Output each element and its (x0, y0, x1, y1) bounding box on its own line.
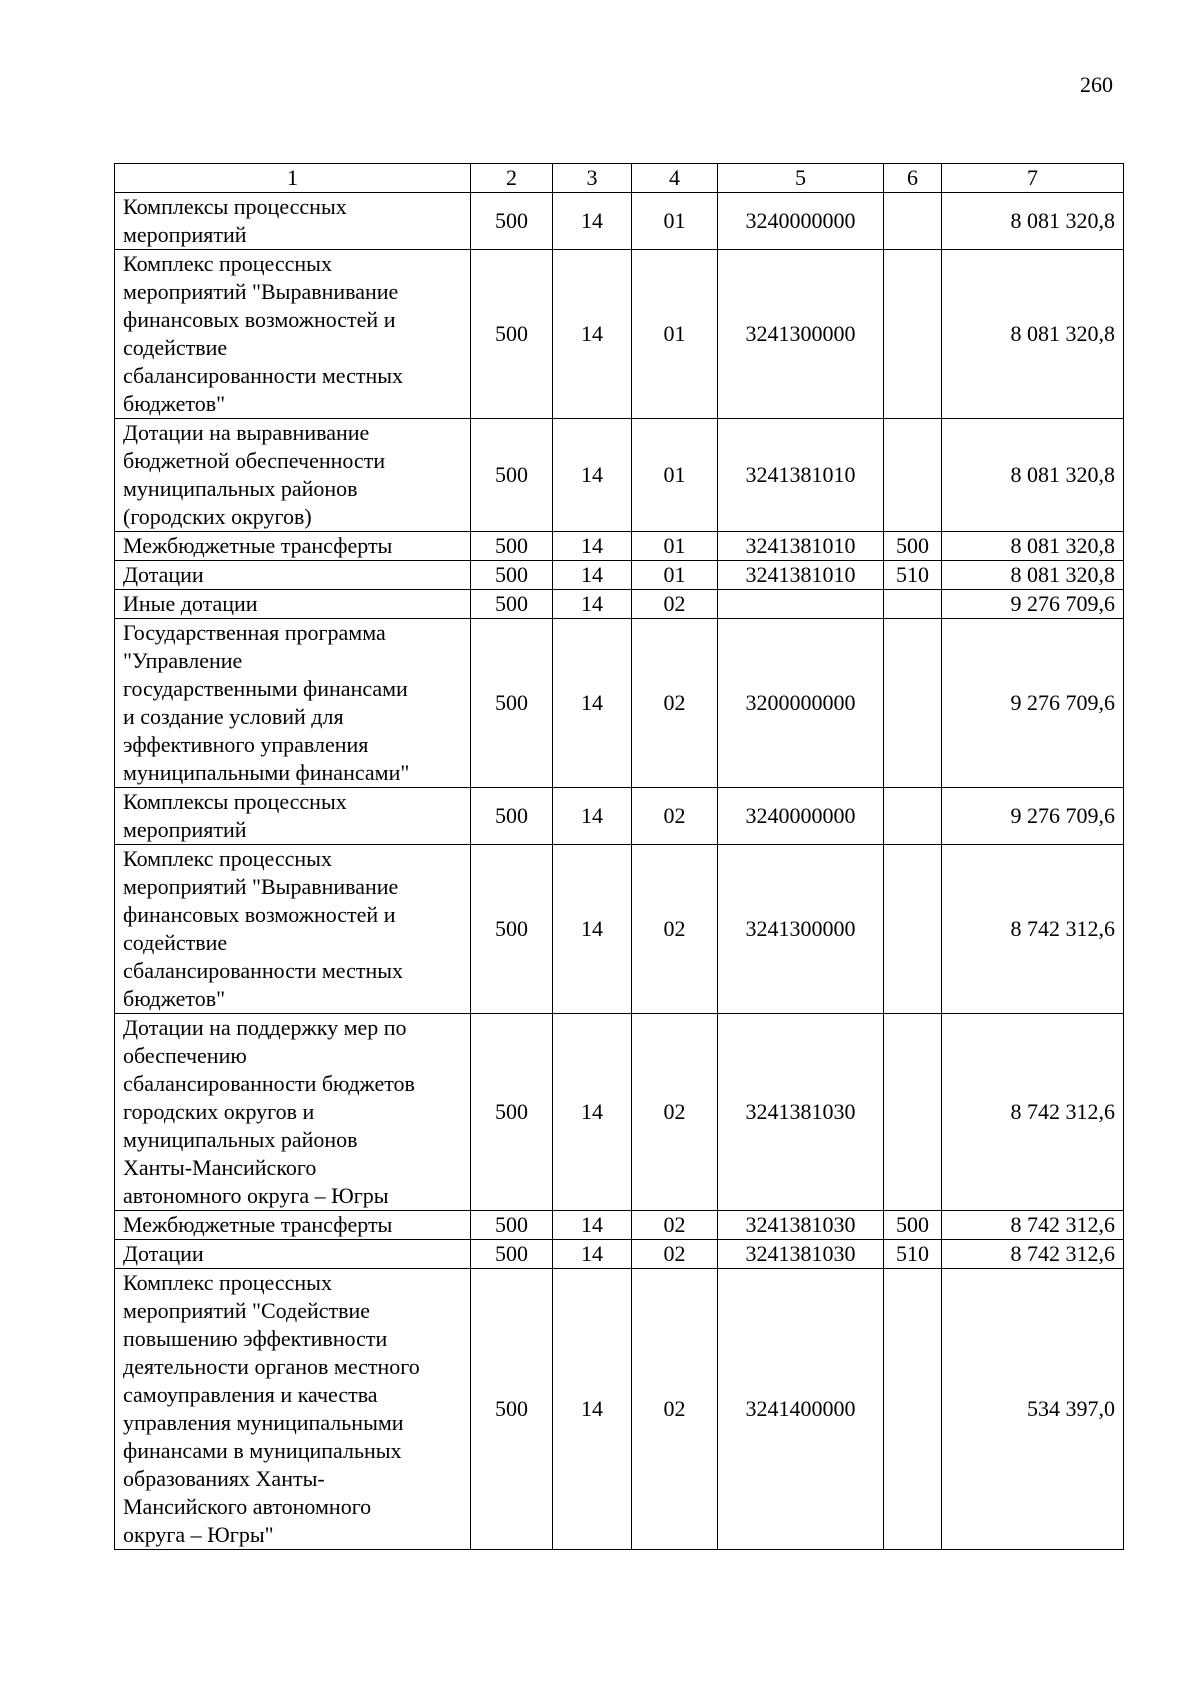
row-name: Дотации на поддержку мер по обеспечению сбалансированности бюджетов городских округов и муниципальных районов Ханты-Мансийского автономного округа – Югры (115, 1014, 471, 1211)
cell-col-3: 14 (553, 1211, 632, 1240)
table-row (115, 193, 1124, 250)
cell-col-7: 8 081 320,8 (942, 250, 1124, 419)
cell-col-5: 3241381010 (718, 532, 884, 561)
row-name: Комплексы процессных мероприятий (115, 788, 471, 845)
cell-col-6: 510 (884, 561, 942, 590)
cell-col-7: 9 276 709,6 (942, 619, 1124, 788)
cell-col-7: 8 081 320,8 (942, 193, 1124, 250)
cell-col-5: 3241400000 (718, 1269, 884, 1550)
cell-col-5: 3200000000 (718, 619, 884, 788)
cell-col-4: 02 (632, 590, 718, 619)
cell-col-2: 500 (471, 419, 553, 532)
cell-col-5: 3241381010 (718, 419, 884, 532)
column-header-5: 5 (718, 164, 884, 193)
cell-col-6 (884, 1014, 942, 1211)
cell-col-3: 14 (553, 250, 632, 419)
cell-col-4: 01 (632, 419, 718, 532)
cell-col-7: 8 742 312,6 (942, 1211, 1124, 1240)
cell-col-5: 3241381030 (718, 1014, 884, 1211)
cell-col-2: 500 (471, 250, 553, 419)
cell-col-3: 14 (553, 788, 632, 845)
cell-col-2: 500 (471, 1211, 553, 1240)
cell-col-2: 500 (471, 1269, 553, 1550)
table-row (115, 1240, 1124, 1269)
column-header-2: 2 (471, 164, 553, 193)
cell-col-2: 500 (471, 619, 553, 788)
cell-col-4: 01 (632, 250, 718, 419)
row-name: Дотации на выравнивание бюджетной обеспеченности муниципальных районов (городских округов) (115, 419, 471, 532)
cell-col-4: 02 (632, 788, 718, 845)
cell-col-3: 14 (553, 619, 632, 788)
table-row (115, 532, 1124, 561)
cell-col-2: 500 (471, 590, 553, 619)
table-row (115, 788, 1124, 845)
column-header-3: 3 (553, 164, 632, 193)
cell-col-7: 9 276 709,6 (942, 788, 1124, 845)
cell-col-3: 14 (553, 845, 632, 1014)
cell-col-4: 01 (632, 561, 718, 590)
cell-col-5 (718, 590, 884, 619)
cell-col-3: 14 (553, 561, 632, 590)
cell-col-6 (884, 250, 942, 419)
cell-col-6: 500 (884, 1211, 942, 1240)
cell-col-7: 8 081 320,8 (942, 561, 1124, 590)
cell-col-3: 14 (553, 532, 632, 561)
cell-col-6 (884, 619, 942, 788)
header-row (115, 164, 1124, 193)
column-header-4: 4 (632, 164, 718, 193)
cell-col-6 (884, 419, 942, 532)
row-name: Дотации (115, 1240, 471, 1269)
cell-col-6 (884, 788, 942, 845)
row-name: Межбюджетные трансферты (115, 1211, 471, 1240)
cell-col-4: 02 (632, 1211, 718, 1240)
cell-col-4: 01 (632, 532, 718, 561)
table-row (115, 1269, 1124, 1550)
row-name: Иные дотации (115, 590, 471, 619)
table-row (115, 590, 1124, 619)
cell-col-7: 8 742 312,6 (942, 1014, 1124, 1211)
cell-col-2: 500 (471, 1014, 553, 1211)
cell-col-7: 8 081 320,8 (942, 419, 1124, 532)
cell-col-6 (884, 845, 942, 1014)
cell-col-3: 14 (553, 419, 632, 532)
cell-col-3: 14 (553, 1269, 632, 1550)
table-row (115, 250, 1124, 419)
cell-col-3: 14 (553, 1240, 632, 1269)
row-name: Комплекс процессных мероприятий "Выравнивание финансовых возможностей и содействие сбалансированности местных бюджетов" (115, 845, 471, 1014)
column-header-1: 1 (115, 164, 471, 193)
row-name: Государственная программа "Управление государственными финансами и создание условий для эффективного управления муниципальными финансами" (115, 619, 471, 788)
cell-col-5: 3241381010 (718, 561, 884, 590)
cell-col-2: 500 (471, 788, 553, 845)
cell-col-7: 534 397,0 (942, 1269, 1124, 1550)
cell-col-7: 8 742 312,6 (942, 845, 1124, 1014)
row-name: Комплексы процессных мероприятий (115, 193, 471, 250)
cell-col-6 (884, 590, 942, 619)
row-name: Дотации (115, 561, 471, 590)
column-header-7: 7 (942, 164, 1124, 193)
cell-col-4: 02 (632, 619, 718, 788)
page-number: 260 (1080, 72, 1113, 97)
column-header-6: 6 (884, 164, 942, 193)
table-row (115, 619, 1124, 788)
cell-col-6 (884, 1269, 942, 1550)
cell-col-2: 500 (471, 532, 553, 561)
cell-col-4: 02 (632, 1014, 718, 1211)
cell-col-4: 02 (632, 1240, 718, 1269)
row-name: Межбюджетные трансферты (115, 532, 471, 561)
cell-col-7: 8 742 312,6 (942, 1240, 1124, 1269)
budget-table (114, 163, 1124, 1550)
cell-col-7: 8 081 320,8 (942, 532, 1124, 561)
table-row (115, 419, 1124, 532)
cell-col-2: 500 (471, 845, 553, 1014)
cell-col-3: 14 (553, 1014, 632, 1211)
cell-col-6 (884, 193, 942, 250)
cell-col-5: 3240000000 (718, 788, 884, 845)
table-row (115, 1211, 1124, 1240)
cell-col-2: 500 (471, 193, 553, 250)
cell-col-3: 14 (553, 590, 632, 619)
cell-col-2: 500 (471, 561, 553, 590)
cell-col-4: 02 (632, 1269, 718, 1550)
table-row (115, 561, 1124, 590)
cell-col-7: 9 276 709,6 (942, 590, 1124, 619)
cell-col-5: 3241300000 (718, 845, 884, 1014)
cell-col-4: 02 (632, 845, 718, 1014)
row-name: Комплекс процессных мероприятий "Содействие повышению эффективности деятельности органов местного самоуправления и качества управления муниципальными финансами в муниципальных образованиях Ханты- Мансийского автономного округа – Югры" (115, 1269, 471, 1550)
table-row (115, 845, 1124, 1014)
cell-col-2: 500 (471, 1240, 553, 1269)
cell-col-5: 3241381030 (718, 1211, 884, 1240)
cell-col-5: 3241300000 (718, 250, 884, 419)
cell-col-3: 14 (553, 193, 632, 250)
cell-col-6: 500 (884, 532, 942, 561)
cell-col-5: 3241381030 (718, 1240, 884, 1269)
table-row (115, 1014, 1124, 1211)
cell-col-6: 510 (884, 1240, 942, 1269)
cell-col-4: 01 (632, 193, 718, 250)
cell-col-5: 3240000000 (718, 193, 884, 250)
row-name: Комплекс процессных мероприятий "Выравнивание финансовых возможностей и содействие сбалансированности местных бюджетов" (115, 250, 471, 419)
